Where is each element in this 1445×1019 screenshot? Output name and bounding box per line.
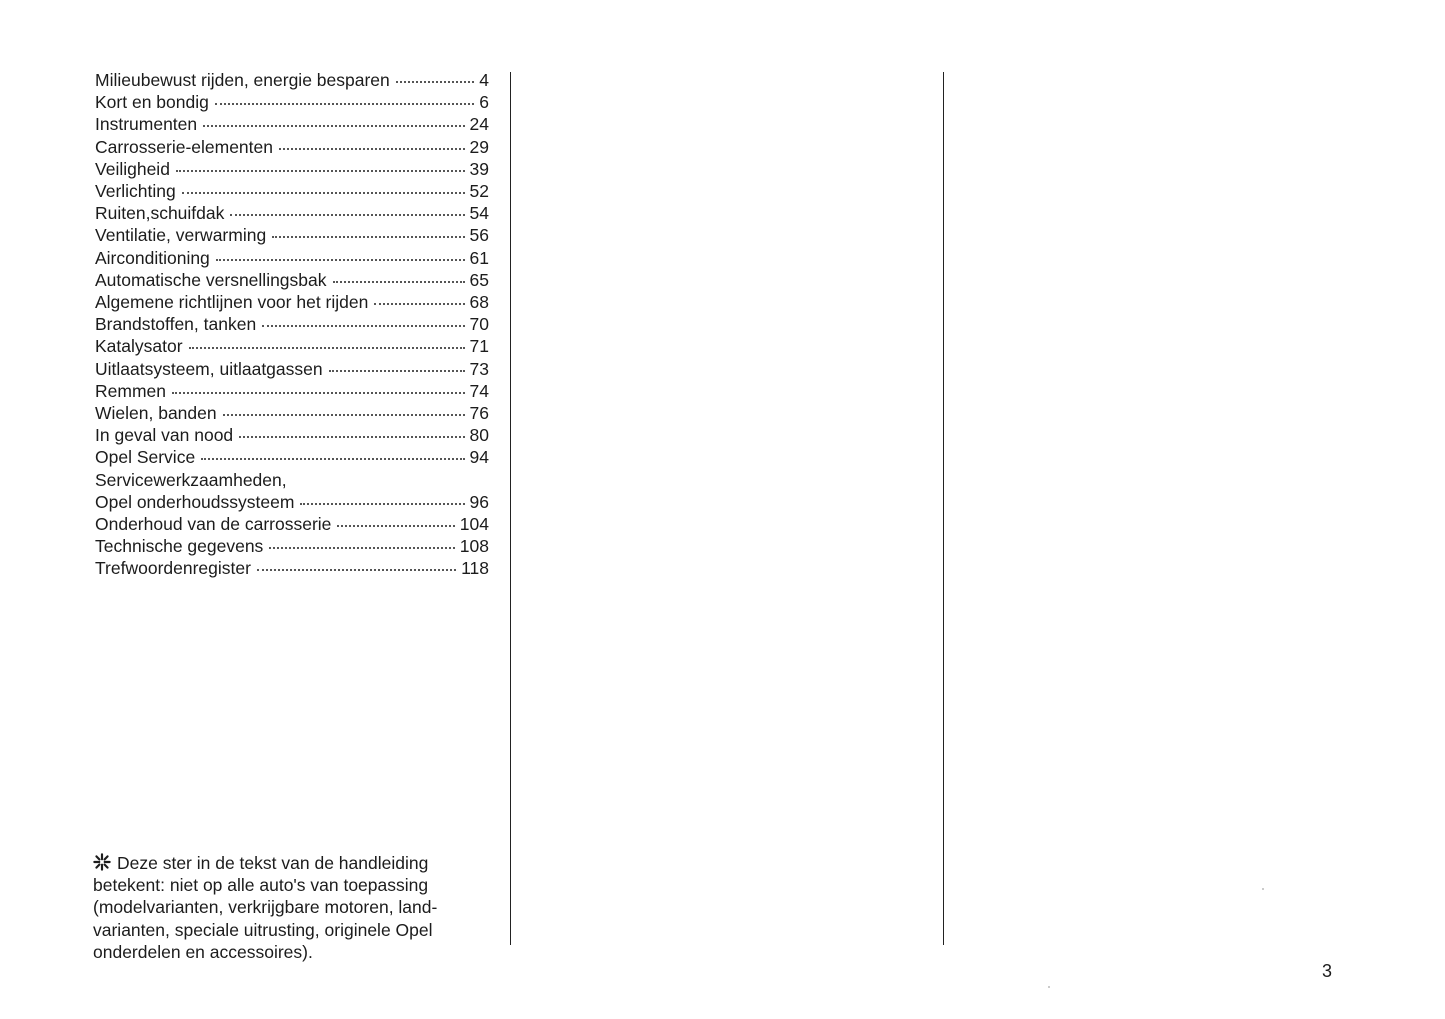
toc-dot-leader xyxy=(396,81,475,83)
toc-entry[interactable] xyxy=(95,269,489,291)
toc-dot-leader xyxy=(203,125,464,127)
toc-dot-leader xyxy=(300,503,464,505)
toc-dot-leader xyxy=(262,325,464,327)
toc-entry-page: 74 xyxy=(469,380,489,401)
asterisk-note xyxy=(93,852,483,963)
toc-dot-leader xyxy=(272,236,464,238)
toc-entry-page: 108 xyxy=(459,536,489,557)
note-line: betekent: niet op alle auto's van toepassing xyxy=(93,875,429,896)
toc-dot-leader xyxy=(189,347,465,349)
toc-entry-page: 39 xyxy=(469,158,489,179)
toc-entry-continued[interactable] xyxy=(95,469,489,491)
toc-entry-page: 73 xyxy=(469,358,489,379)
toc-dot-leader xyxy=(172,392,465,394)
toc-entry-title: Opel onderhoudssysteem xyxy=(95,491,295,512)
toc-entry-page: 70 xyxy=(469,314,489,335)
toc-entry-title: Katalysator xyxy=(95,336,183,357)
toc-entry-title: Remmen xyxy=(95,380,166,401)
toc-entry-title: Airconditioning xyxy=(95,247,210,268)
toc-entry[interactable] xyxy=(95,446,489,468)
toc-entry-page: 96 xyxy=(469,491,489,512)
note-line: (modelvarianten, verkrijgbare motoren, land- xyxy=(93,897,438,918)
toc-entry[interactable] xyxy=(95,202,489,224)
toc-dot-leader xyxy=(230,214,464,216)
toc-entry[interactable] xyxy=(95,91,489,113)
toc-entry[interactable] xyxy=(95,113,489,135)
toc-entry[interactable] xyxy=(95,158,489,180)
page-number: 3 xyxy=(1322,961,1333,981)
toc-entry-title: Instrumenten xyxy=(95,114,198,135)
toc-entry-title: Onderhoud van de carrosserie xyxy=(95,514,332,535)
toc-entry-page: 80 xyxy=(469,425,489,446)
toc-entry-page: 6 xyxy=(479,92,489,113)
table-of-contents xyxy=(95,69,489,580)
toc-dot-leader xyxy=(215,103,474,105)
toc-entry-title: Servicewerkzaamheden, xyxy=(95,469,287,490)
toc-entry-title: Milieubewust rijden, energie besparen xyxy=(95,70,390,90)
toc-entry-title: Kort en bondig xyxy=(95,92,209,113)
toc-entry-page: 76 xyxy=(469,403,489,424)
toc-entry-title: Veiligheid xyxy=(95,158,170,179)
toc-dot-leader xyxy=(374,303,464,305)
toc-entry[interactable] xyxy=(95,380,489,402)
toc-entry[interactable] xyxy=(95,402,489,424)
column-divider-left xyxy=(510,72,511,945)
toc-entry-page: 4 xyxy=(479,70,489,90)
toc-entry[interactable] xyxy=(95,535,489,557)
toc-entry-title: In geval van nood xyxy=(95,425,234,446)
toc-entry[interactable] xyxy=(95,136,489,158)
toc-entry[interactable] xyxy=(95,358,489,380)
toc-entry-page: 65 xyxy=(469,269,489,290)
toc-entry-title: Ventilatie, verwarming xyxy=(95,225,267,246)
toc-entry-page: 71 xyxy=(469,336,489,357)
toc-entry[interactable] xyxy=(95,491,489,513)
toc-entry-title: Verlichting xyxy=(95,181,176,202)
toc-dot-leader xyxy=(337,525,454,527)
toc-dot-leader xyxy=(201,458,464,460)
toc-entry[interactable] xyxy=(95,557,489,579)
toc-entry-title: Opel Service xyxy=(95,447,196,468)
note-line: varianten, speciale uitrusting, originele Opel xyxy=(93,919,433,940)
toc-entry-page: 118 xyxy=(461,558,489,579)
scan-speck xyxy=(1262,888,1264,890)
toc-dot-leader xyxy=(239,436,464,438)
toc-entry-page: 56 xyxy=(469,225,489,246)
toc-entry[interactable] xyxy=(95,291,489,313)
toc-entry[interactable] xyxy=(95,180,489,202)
toc-entry[interactable] xyxy=(95,513,489,535)
toc-entry-page: 68 xyxy=(469,292,489,313)
note-line xyxy=(93,852,483,874)
toc-entry-title: Wielen, banden xyxy=(95,403,217,424)
toc-entry[interactable] xyxy=(95,224,489,246)
toc-entry-title: Carrosserie-elementen xyxy=(95,136,273,157)
toc-entry[interactable] xyxy=(95,69,489,91)
toc-entry-page: 29 xyxy=(469,136,489,157)
toc-dot-leader xyxy=(176,170,465,172)
toc-entry-title: Uitlaatsysteem, uitlaatgassen xyxy=(95,358,323,379)
toc-entry-page: 54 xyxy=(469,203,489,224)
toc-dot-leader xyxy=(333,281,465,283)
toc-entry-title: Automatische versnellingsbak xyxy=(95,269,327,290)
toc-entry-title: Brandstoffen, tanken xyxy=(95,314,257,335)
note-line: onderdelen en accessoires). xyxy=(93,941,313,962)
column-divider-right xyxy=(943,72,944,945)
toc-dot-leader xyxy=(269,547,454,549)
asterisk-icon xyxy=(93,853,111,871)
toc-entry-page: 94 xyxy=(469,447,489,468)
toc-entry[interactable] xyxy=(95,313,489,335)
scan-speck xyxy=(1048,986,1050,988)
toc-entry-page: 61 xyxy=(469,247,489,268)
toc-entry-title: Algemene richtlijnen voor het rijden xyxy=(95,292,369,313)
note-text: Deze ster in de tekst van de handleiding xyxy=(117,853,429,873)
toc-dot-leader xyxy=(257,569,456,571)
toc-entry[interactable] xyxy=(95,335,489,357)
toc-entry[interactable] xyxy=(95,247,489,269)
toc-dot-leader xyxy=(279,148,465,150)
toc-entry-page: 104 xyxy=(459,514,489,535)
toc-entry-title: Trefwoordenregister xyxy=(95,558,251,579)
toc-entry[interactable] xyxy=(95,424,489,446)
toc-dot-leader xyxy=(216,259,465,261)
toc-entry-title: Ruiten,schuifdak xyxy=(95,203,225,224)
toc-dot-leader xyxy=(182,192,465,194)
toc-dot-leader xyxy=(223,414,465,416)
toc-entry-page: 24 xyxy=(469,114,489,135)
toc-entry-title: Technische gegevens xyxy=(95,536,264,557)
toc-dot-leader xyxy=(329,370,465,372)
toc-entry-page: 52 xyxy=(469,181,489,202)
